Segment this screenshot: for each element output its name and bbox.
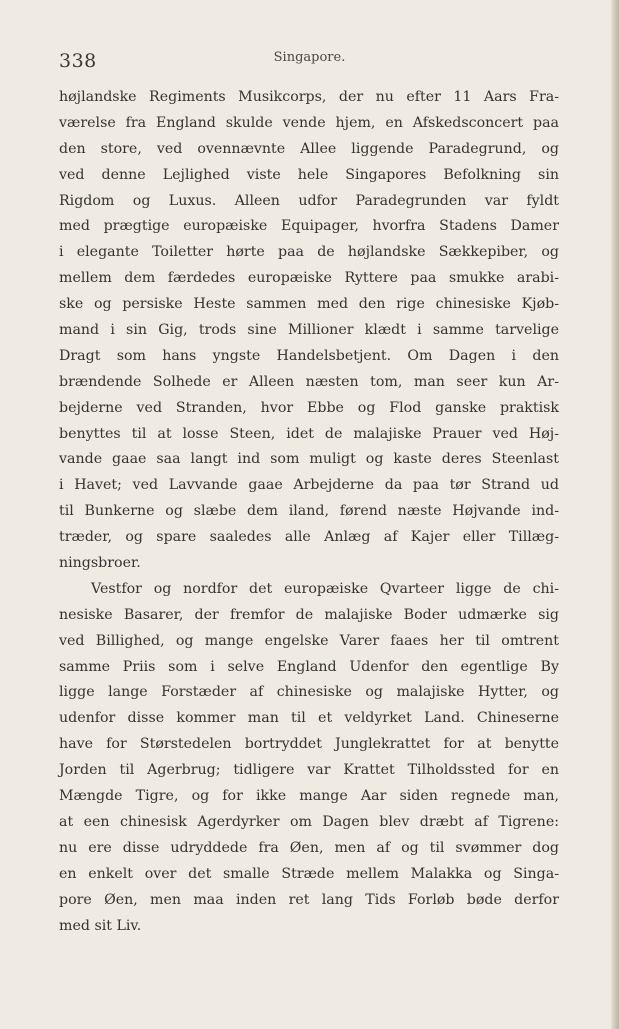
text-line: ningsbroer. — [59, 555, 141, 572]
text-line: til Bunkerne og slæbe dem iland, førend næste Højvande ind- — [59, 503, 559, 520]
body-text — [59, 85, 559, 939]
text-line: værelse fra England skulde vende hjem, en Afskedsconcert paa — [59, 114, 559, 131]
text-line: mand i sin Gig, trods sine Millioner klædt i samme tarvelige — [59, 322, 559, 339]
text-line: udenfor disse kommer man til et veldyrket Land. Chineserne — [59, 710, 559, 727]
text-line: højlandske Regiments Musikcorps, der nu efter 11 Aars Fra- — [59, 89, 559, 105]
page-number: 338 — [59, 50, 97, 72]
text-line: nu ere disse udryddede fra Øen, men af og til svømmer dog — [59, 839, 559, 856]
text-line: pore Øen, men maa inden ret lang Tids Forløb bøde derfor — [59, 891, 559, 908]
text-line: Mængde Tigre, og for ikke mange Aar siden regnede man, — [59, 788, 559, 805]
text-line: ved denne Lejlighed viste hele Singapores Befolkning sin — [59, 166, 559, 183]
text-line: i Havet; ved Lavvande gaae Arbejderne da paa tør Strand ud — [59, 477, 559, 494]
paragraph — [59, 577, 559, 939]
text-line: en enkelt over det smalle Stræde mellem Malakka og Singa- — [59, 865, 559, 882]
text-line: vande gaae saa langt ind som muligt og kaste deres Steenlast — [59, 451, 559, 468]
text-line: samme Priis som i selve England Udenfor den egentlige By — [59, 658, 559, 675]
text-line: Vestfor og nordfor det europæiske Qvarteer ligge de chi- — [91, 580, 559, 597]
text-line: have for Størstedelen bortryddet Junglekrattet for at benytte — [59, 736, 559, 753]
text-line: benyttes til at losse Steen, idet de malajiske Prauer ved Høj- — [59, 425, 559, 442]
text-line: brændende Solhede er Alleen næsten tom, man seer kun Ar- — [59, 373, 559, 390]
text-line: Jorden til Agerbrug; tidligere var Krattet Tilholdssted for en — [59, 762, 559, 779]
text-line: med sit Liv. — [59, 917, 142, 934]
text-line: ligge lange Forstæder af chinesiske og malajiske Hytter, og — [59, 684, 559, 701]
text-line: Dragt som hans yngste Handelsbetjent. Om Dagen i den — [59, 347, 559, 364]
text-line: at een chinesisk Agerdyrker om Dagen blev dræbt af Tigrene: — [59, 813, 559, 830]
text-line: ske og persiske Heste sammen med den rige chinesiske Kjøb- — [59, 296, 559, 313]
running-head: Singapore. — [273, 50, 346, 65]
text-line: nesiske Basarer, der fremfor de malajiske Boder udmærke sig — [59, 606, 559, 623]
text-line: i elegante Toiletter hørte paa de højlandske Sækkepiber, og — [59, 244, 559, 261]
text-line: med prægtige europæiske Equipager, hvorfra Stadens Damer — [59, 218, 559, 235]
text-line: bejderne ved Stranden, hvor Ebbe og Flod ganske praktisk — [59, 399, 559, 416]
paragraph — [59, 85, 559, 577]
text-line: mellem dem færdedes europæiske Ryttere paa smukke arabi- — [59, 270, 559, 287]
text-line: Rigdom og Luxus. Alleen udfor Paradegrunden var fyldt — [59, 192, 559, 209]
text-line: træder, og spare saaledes alle Anlæg af Kajer eller Tillæg- — [59, 529, 559, 546]
page-edge — [611, 0, 619, 1029]
text-line: den store, ved ovennævnte Allee liggende Paradegrund, og — [59, 140, 559, 157]
text-line: ved Billighed, og mange engelske Varer faaes her til omtrent — [59, 632, 559, 649]
